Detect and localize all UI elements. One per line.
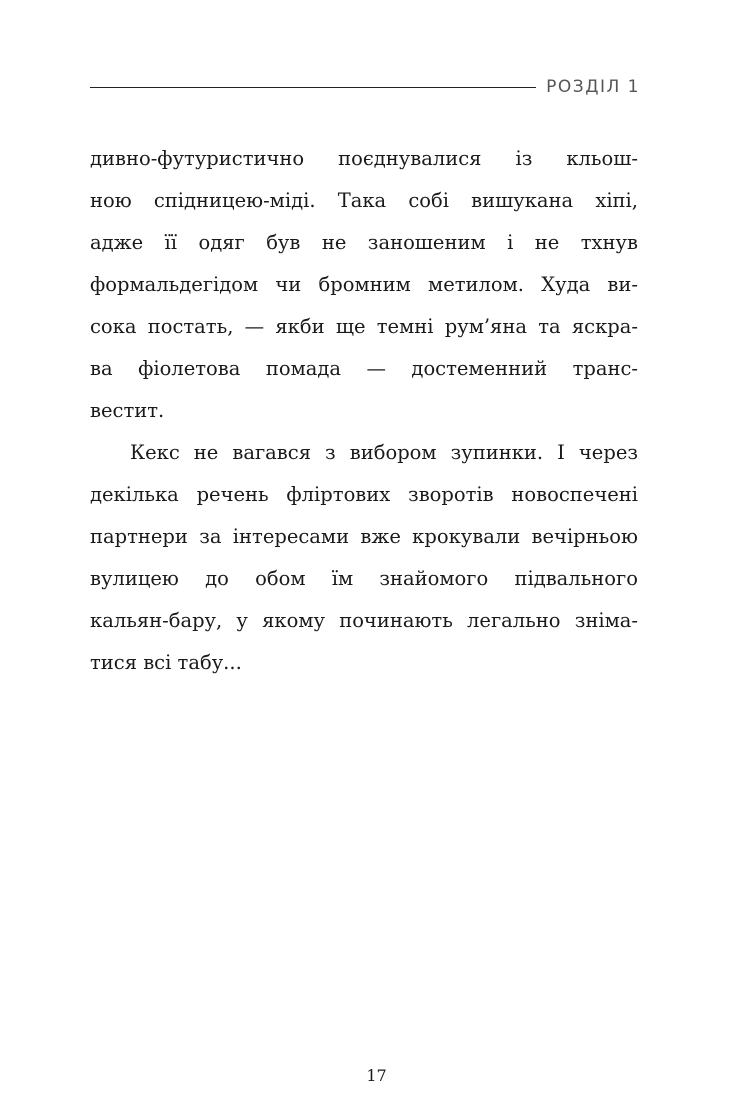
text-line: ва фіолетова помада — достеменний транс- <box>90 357 638 380</box>
paragraph-2 <box>90 432 638 684</box>
text-line: декілька речень фліртових зворотів новоспечені <box>90 483 638 506</box>
text-line: дивно-футуристично поєднувалися із кльош- <box>90 147 638 170</box>
running-header <box>90 74 640 100</box>
body-text <box>90 138 638 684</box>
text-line: вулицею до обом їм знайомого підвального <box>90 567 638 590</box>
chapter-title: РОЗДІЛ 1 <box>546 77 640 97</box>
text-line: адже її одяг був не заношеним і не тхнув <box>90 231 638 254</box>
page-number: 17 <box>366 1066 387 1085</box>
text-line: сока постать, — якби ще темні рум’яна та яскра- <box>90 315 638 338</box>
text-line: Кекс не вагався з вибором зупинки. І через <box>130 441 638 464</box>
text-line: партнери за інтересами вже крокували вечірньою <box>90 525 638 548</box>
text-line: кальян-бару, у якому починають легально зніма- <box>90 609 638 632</box>
text-line: тися всі табу... <box>90 651 242 674</box>
header-rule <box>90 87 536 88</box>
text-line: вестит. <box>90 399 165 422</box>
text-line: ною спідницею-міді. Така собі вишукана хіпі, <box>90 189 638 212</box>
text-line: формальдегідом чи бромним метилом. Худа ви- <box>90 273 638 296</box>
paragraph-1 <box>90 138 638 432</box>
